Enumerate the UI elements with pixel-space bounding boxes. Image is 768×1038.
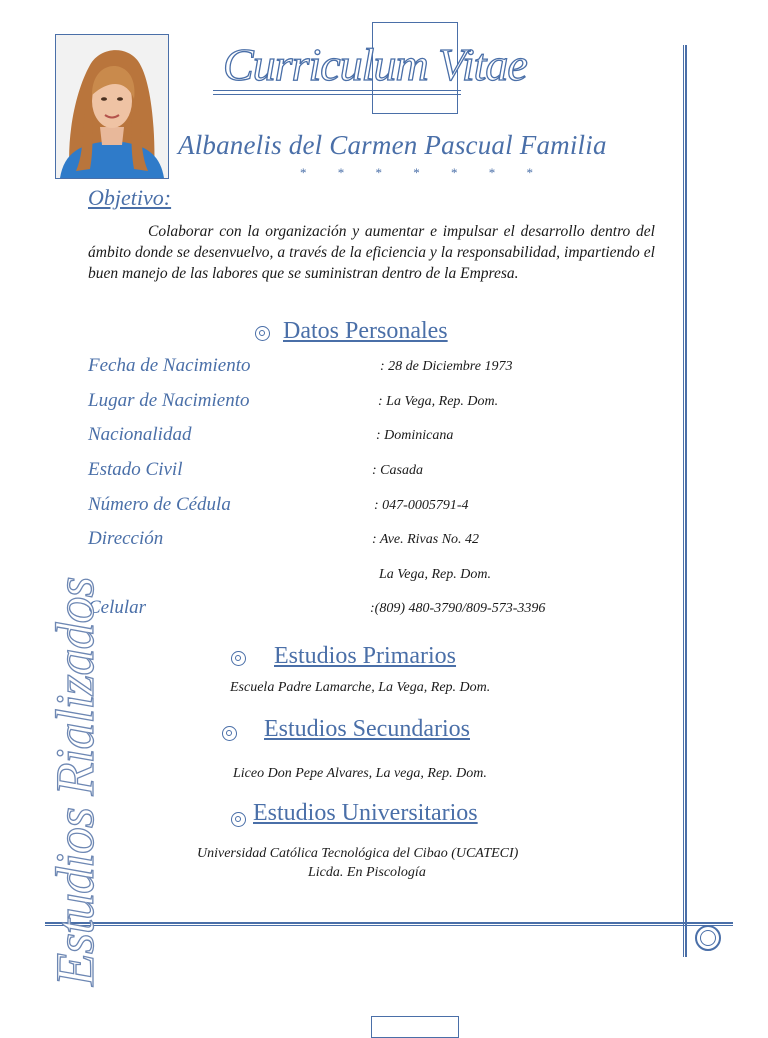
field-value: : 28 de Diciembre 1973 — [380, 359, 513, 374]
field-label: Estado Civil — [88, 459, 183, 480]
title-block — [213, 20, 527, 115]
field-label: Nacionalidad — [88, 424, 192, 445]
field-label: Número de Cédula — [88, 494, 231, 515]
primary-school: Escuela Padre Lamarche, La Vega, Rep. Dom. — [230, 680, 491, 695]
secondary-school: Liceo Don Pepe Alvares, La vega, Rep. Dom. — [233, 766, 487, 781]
field-label: Dirección — [88, 528, 164, 549]
objective-heading: Objetivo: — [88, 185, 172, 210]
university-degree: Licda. En Piscología — [308, 865, 426, 880]
field-value: : La Vega, Rep. Dom. — [378, 394, 499, 409]
objective-text: Colaborar con la organización y aumentar e impulsar el desarrollo dentro del ámbito donde se desenvuelvo, a través de la eficiencia y la responsabilidad, impartiendo el buen manejo de las labores que se suministran dentro de la Empresa. — [88, 223, 655, 282]
frame-ring-ornament — [695, 925, 721, 951]
field-label: Lugar de Nacimiento — [88, 390, 250, 411]
portrait-image — [56, 35, 168, 178]
university-name: Universidad Católica Tecnológica del Cibao (UCATECI) — [197, 846, 519, 861]
field-value: : Ave. Rivas No. 42 — [372, 532, 480, 547]
frame-vertical-line — [683, 45, 687, 957]
secondary-studies-heading: Estudios Secundarios — [264, 716, 470, 742]
field-label: Fecha de Nacimiento — [88, 355, 251, 376]
primary-studies-heading: Estudios Primarios — [274, 643, 457, 669]
personal-data-heading: Datos Personales — [283, 318, 448, 344]
university-studies-heading: Estudios Universitarios — [253, 800, 478, 826]
field-value: : 047-0005791-4 — [374, 498, 469, 513]
field-value: :(809) 480-3790/809-573-3396 — [370, 601, 546, 616]
document-title: Curriculum Vitae — [223, 39, 527, 90]
bullet-ring-icon — [255, 326, 270, 341]
frame-horizontal-line — [45, 922, 733, 926]
candidate-name: Albanelis del Carmen Pascual Familia — [178, 130, 607, 160]
field-value: : Casada — [372, 463, 423, 478]
field-value: : Dominicana — [376, 428, 454, 443]
star-divider: * * * * * * * — [300, 165, 547, 180]
side-section-title: Estudios Rializados — [45, 577, 105, 986]
bullet-ring-icon — [222, 726, 237, 741]
bullet-ring-icon — [231, 812, 246, 827]
field-value: La Vega, Rep. Dom. — [379, 567, 491, 582]
bullet-ring-icon — [231, 651, 246, 666]
field-label: Celular — [88, 597, 147, 618]
profile-photo — [55, 34, 169, 179]
next-page-ornament — [371, 1016, 459, 1038]
